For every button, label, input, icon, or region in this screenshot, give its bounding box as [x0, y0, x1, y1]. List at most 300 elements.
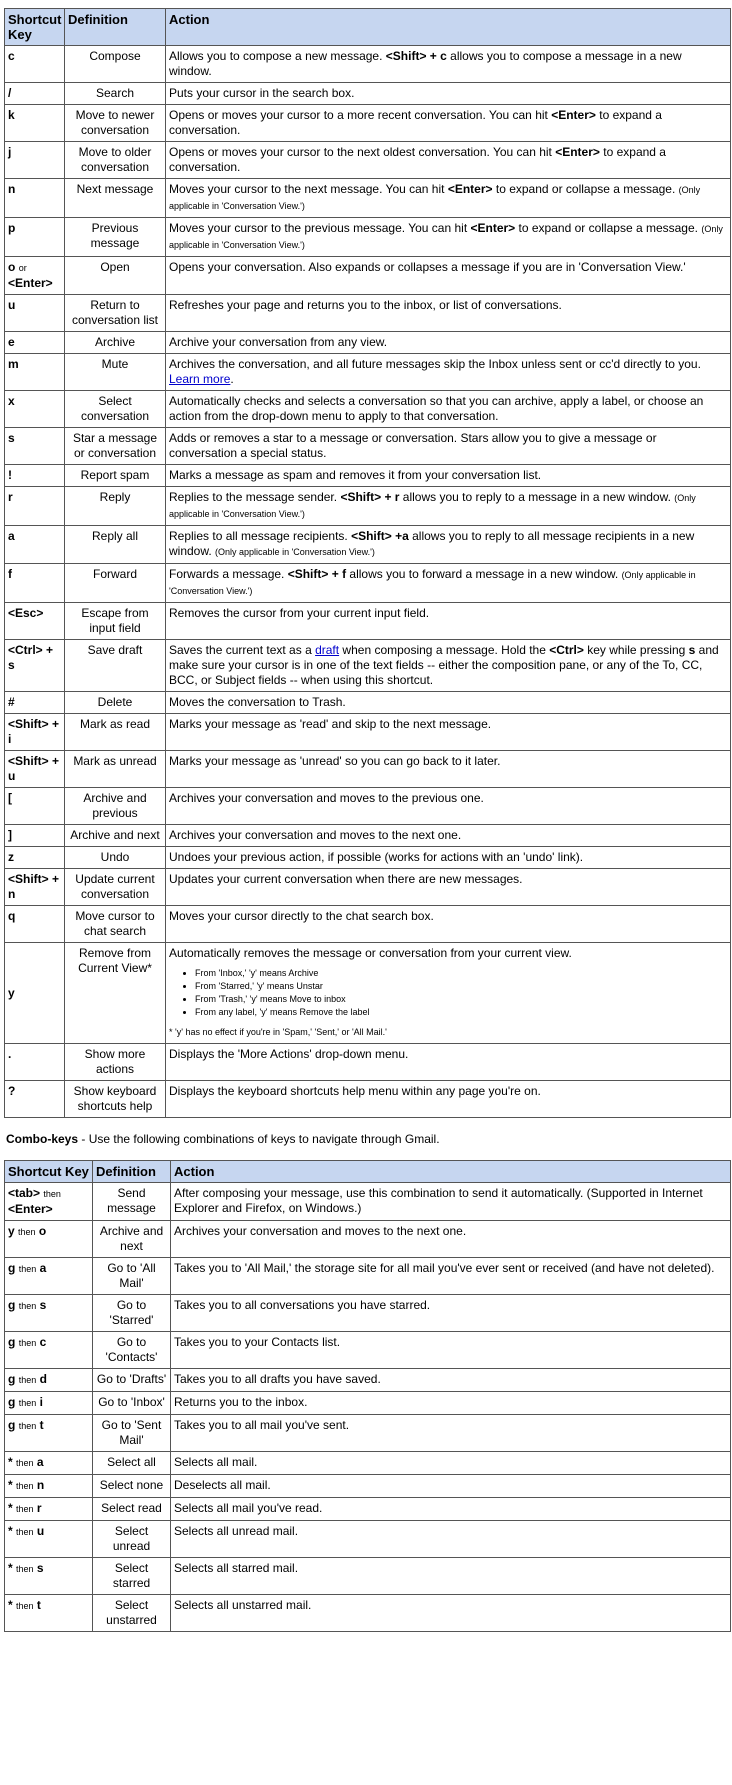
list-item: • From 'Inbox,' 'y' means Archive: [195, 967, 727, 980]
action-cell: [166, 847, 731, 869]
action-cell: [166, 692, 731, 714]
shortcut-key-cell: [5, 354, 65, 391]
table-row: [5, 869, 731, 906]
key-connector: then: [18, 1338, 37, 1348]
action-cell: [171, 1415, 731, 1452]
action-link[interactable]: draft: [315, 643, 340, 657]
definition-cell: Show more actions: [65, 1044, 166, 1081]
definition-cell: Star a message or conversation: [65, 428, 166, 465]
table-row: [5, 1258, 731, 1295]
list-item: • From 'Starred,' 'y' means Unstar: [195, 980, 727, 993]
action-text: Archives your conversation and moves to the previous one.: [169, 791, 484, 805]
definition-cell: Mute: [65, 354, 166, 391]
shortcut-key: f: [8, 567, 12, 581]
shortcut-key-cell: [5, 83, 65, 105]
action-text: allows you to reply to a message in a new window.: [399, 490, 675, 504]
action-text: After composing your message, use this combination to send it automatically. (Supported in Internet Explorer and Firefox, on Windows.): [174, 1186, 703, 1215]
shortcut-key-cell: [5, 1295, 93, 1332]
table-row: [5, 83, 731, 105]
table-row: [5, 692, 731, 714]
action-text: to expand a conversation.: [169, 145, 666, 174]
action-cell: [171, 1392, 731, 1415]
shortcut-key: u: [8, 298, 16, 312]
shortcut-key: *: [8, 1478, 13, 1492]
shortcut-key: <Esc>: [8, 606, 44, 620]
action-cell: [166, 603, 731, 640]
key-connector: then: [18, 1264, 37, 1274]
action-cell: [166, 46, 731, 83]
table-row: [5, 257, 731, 295]
action-text: allows you to reply to all message recipients in a new window.: [169, 529, 695, 558]
action-text: Archives your conversation and moves to the next one.: [174, 1224, 467, 1238]
definition-cell: Delete: [65, 692, 166, 714]
action-cell: [171, 1183, 731, 1221]
shortcut-key: *: [8, 1524, 13, 1538]
shortcut-key: <Shift> + n: [8, 872, 60, 901]
shortcut-key-cell: [5, 788, 65, 825]
action-text: Selects all mail.: [174, 1455, 258, 1469]
shortcut-key-cell: [5, 1369, 93, 1392]
table-row: [5, 847, 731, 869]
action-text: to expand a conversation.: [169, 108, 662, 137]
shortcut-key-second: c: [39, 1335, 47, 1349]
shortcut-key: <tab>: [8, 1186, 41, 1200]
table-row: [5, 526, 731, 564]
action-cell: [166, 1044, 731, 1081]
action-text: Takes you to your Contacts list.: [174, 1335, 341, 1349]
table-row: [5, 391, 731, 428]
key-connector: then: [18, 1227, 36, 1237]
action-text: Marks a message as spam and removes it from your conversation list.: [169, 468, 542, 482]
shortcut-key-second: d: [39, 1372, 47, 1386]
action-cell: [166, 295, 731, 332]
shortcut-key: o: [8, 260, 16, 274]
definition-cell: Archive and next: [65, 825, 166, 847]
combo-keys-title: Combo-keys: [6, 1132, 79, 1146]
shortcut-key-second: <Enter>: [8, 1202, 53, 1216]
table-row: [5, 640, 731, 692]
table-row: [5, 142, 731, 179]
action-text: Automatically removes the message or conversation from your current view.: [169, 946, 572, 960]
shortcut-key: *: [8, 1561, 13, 1575]
definition-cell: Update current conversation: [65, 869, 166, 906]
definition-cell: Reply: [65, 487, 166, 526]
action-key: s: [688, 643, 696, 657]
action-text: to expand or collapse a message.: [515, 221, 702, 235]
action-text: Takes you to all conversations you have starred.: [174, 1298, 431, 1312]
action-text: Displays the keyboard shortcuts help menu within any page you're on.: [169, 1084, 541, 1098]
action-text: Automatically checks and selects a conversation so that you can archive, apply a label, or choose an action from the drop-down menu to apply to that conversation.: [169, 394, 704, 423]
shortcut-key-second: t: [36, 1598, 41, 1612]
list-item: • From 'Trash,' 'y' means Move to inbox: [195, 993, 727, 1006]
action-text: Refreshes your page and returns you to the inbox, or list of conversations.: [169, 298, 562, 312]
action-note: (Only applicable in 'Conversation View.'): [169, 570, 696, 596]
action-key: <Shift> + r: [340, 490, 400, 504]
action-cell: [166, 465, 731, 487]
action-cell: [166, 218, 731, 257]
action-text: Moves your cursor to the previous message. You can hit: [169, 221, 471, 235]
definition-cell: Go to 'Inbox': [93, 1392, 171, 1415]
action-text: Moves your cursor to the next message. You can hit: [169, 182, 448, 196]
key-connector: then: [16, 1458, 34, 1468]
shortcut-table-body: [5, 46, 731, 1118]
shortcut-key-cell: [5, 564, 65, 603]
key-connector: then: [18, 1301, 37, 1311]
action-note: (Only applicable in 'Conversation View.'): [215, 547, 375, 557]
shortcut-key: ?: [8, 1084, 16, 1098]
shortcut-key: y: [8, 1224, 15, 1238]
table-row: [5, 487, 731, 526]
action-text: Marks your message as 'read' and skip to the next message.: [169, 717, 492, 731]
header-action: Action: [171, 1161, 731, 1183]
header-definition: Definition: [93, 1161, 171, 1183]
action-note: (Only applicable in 'Conversation View.'): [169, 493, 696, 519]
shortcut-key-second: t: [39, 1418, 44, 1432]
key-connector: then: [16, 1504, 34, 1514]
definition-cell: Move cursor to chat search: [65, 906, 166, 943]
shortcut-key: k: [8, 108, 15, 122]
table-row: [5, 1452, 731, 1475]
shortcut-key-cell: [5, 391, 65, 428]
shortcut-key-cell: [5, 751, 65, 788]
table-row: [5, 564, 731, 603]
action-text: and make sure your cursor is in one of the text fields -- either the composition pane, or any of the To, CC, BCC, or Subject fields -- when using this shortcut.: [169, 643, 719, 687]
shortcut-key: n: [8, 182, 16, 196]
action-text: Forwards a message.: [169, 567, 288, 581]
list-item: • From any label, 'y' means Remove the label: [195, 1006, 727, 1019]
definition-cell: Send message: [93, 1183, 171, 1221]
action-text: Replies to all message recipients.: [169, 529, 352, 543]
shortcut-key-second: s: [39, 1298, 47, 1312]
table-row: [5, 218, 731, 257]
shortcut-key: z: [8, 850, 14, 864]
definition-cell: Compose: [65, 46, 166, 83]
table-row: [5, 1295, 731, 1332]
key-connector: then: [16, 1527, 34, 1537]
action-cell: [166, 142, 731, 179]
action-text: when composing a message. Hold the: [339, 643, 550, 657]
definition-cell: Undo: [65, 847, 166, 869]
key-connector: then: [16, 1481, 34, 1491]
table-row: [5, 603, 731, 640]
shortcut-key-cell: [5, 105, 65, 142]
definition-cell: Select conversation: [65, 391, 166, 428]
shortcut-key: r: [8, 490, 13, 504]
table-row: [5, 354, 731, 391]
action-cell: [166, 179, 731, 218]
action-key: <Shift> +a: [351, 529, 409, 543]
action-text: Updates your current conversation when there are new messages.: [169, 872, 523, 886]
shortcut-key-cell: [5, 1044, 65, 1081]
shortcut-key-cell: [5, 1498, 93, 1521]
table-row: [5, 1415, 731, 1452]
shortcut-key-cell: [5, 428, 65, 465]
shortcut-key: g: [8, 1298, 16, 1312]
shortcut-key: p: [8, 221, 16, 235]
shortcut-key-cell: [5, 1392, 93, 1415]
action-cell: [171, 1452, 731, 1475]
shortcut-key-cell: [5, 692, 65, 714]
definition-cell: Search: [65, 83, 166, 105]
definition-cell: Go to 'All Mail': [93, 1258, 171, 1295]
action-cell: [166, 487, 731, 526]
action-text: Returns you to the inbox.: [174, 1395, 308, 1409]
action-key: <Shift> + f: [287, 567, 347, 581]
action-key: <Enter>: [555, 145, 600, 159]
action-key: <Enter>: [551, 108, 596, 122]
shortcut-key: g: [8, 1418, 16, 1432]
shortcut-key-cell: [5, 1475, 93, 1498]
action-text: Opens or moves your cursor to the next oldest conversation. You can hit: [169, 145, 556, 159]
action-cell: [166, 105, 731, 142]
table-header-row: [5, 9, 731, 46]
shortcut-key-cell: [5, 640, 65, 692]
action-text: Deselects all mail.: [174, 1478, 271, 1492]
definition-cell: Select none: [93, 1475, 171, 1498]
shortcut-key: a: [8, 529, 15, 543]
shortcut-key: g: [8, 1335, 16, 1349]
shortcut-key: y: [8, 985, 15, 1000]
table-row: [5, 428, 731, 465]
shortcut-key-second: i: [39, 1395, 43, 1409]
shortcut-key-cell: [5, 869, 65, 906]
shortcut-key-cell: [5, 1332, 93, 1369]
table-row: [5, 179, 731, 218]
table-row: [5, 1081, 731, 1118]
shortcut-key-cell: [5, 487, 65, 526]
definition-cell: Move to older conversation: [65, 142, 166, 179]
shortcut-key-second: <Enter>: [8, 276, 53, 290]
definition-cell: Select unread: [93, 1521, 171, 1558]
action-text: Opens or moves your cursor to a more recent conversation. You can hit: [169, 108, 552, 122]
shortcut-key-cell: [5, 1415, 93, 1452]
key-connector: or: [18, 263, 27, 273]
table-row: [5, 751, 731, 788]
shortcut-key: c: [8, 49, 15, 63]
shortcut-key: g: [8, 1395, 16, 1409]
definition-cell: Archive and previous: [65, 788, 166, 825]
definition-cell: Mark as unread: [65, 751, 166, 788]
shortcut-key: ]: [8, 828, 12, 842]
definition-cell: Archive and next: [93, 1221, 171, 1258]
shortcut-key: !: [8, 468, 12, 482]
action-cell: [166, 526, 731, 564]
combo-table: [4, 1160, 731, 1632]
definition-cell: Select unstarred: [93, 1595, 171, 1632]
table-row: [5, 332, 731, 354]
action-text: Takes you to all drafts you have saved.: [174, 1372, 381, 1386]
shortcut-key: g: [8, 1372, 16, 1386]
shortcut-key-cell: [5, 825, 65, 847]
action-cell: [166, 906, 731, 943]
action-text: Adds or removes a star to a message or conversation. Stars allow you to give a message or conversation a special status.: [169, 431, 657, 460]
definition-cell: Go to 'Drafts': [93, 1369, 171, 1392]
action-text: key while pressing: [583, 643, 689, 657]
action-cell: [171, 1369, 731, 1392]
combo-keys-intro: [6, 1132, 728, 1146]
definition-cell: Go to 'Starred': [93, 1295, 171, 1332]
definition-cell: Reply all: [65, 526, 166, 564]
combo-table-body: [5, 1183, 731, 1632]
shortcut-key: .: [8, 1047, 12, 1061]
shortcut-key-cell: [5, 332, 65, 354]
action-text: Moves the conversation to Trash.: [169, 695, 346, 709]
shortcut-key: m: [8, 357, 19, 371]
shortcut-key-second: o: [38, 1224, 47, 1238]
table-row: [5, 825, 731, 847]
shortcut-key: [: [8, 791, 12, 805]
shortcut-key-second: r: [36, 1501, 42, 1515]
shortcut-key-cell: [5, 1081, 65, 1118]
action-note: (Only applicable in 'Conversation View.'): [169, 224, 723, 250]
action-text: Selects all unread mail.: [174, 1524, 299, 1538]
action-cell: [166, 354, 731, 391]
y-footnote: * 'y' has no effect if you're in 'Spam,' 'Sent,' or 'All Mail.': [169, 1027, 387, 1037]
shortcut-key-cell: [5, 1558, 93, 1595]
key-connector: then: [18, 1375, 37, 1385]
definition-cell: Show keyboard shortcuts help: [65, 1081, 166, 1118]
table-row: [5, 1558, 731, 1595]
action-cell: [171, 1258, 731, 1295]
action-cell: [166, 640, 731, 692]
shortcut-key-cell: [5, 1221, 93, 1258]
action-key: <Enter>: [447, 182, 493, 196]
table-row: [5, 1475, 731, 1498]
table-row: [5, 1221, 731, 1258]
shortcut-key: <Shift> + u: [8, 754, 60, 783]
action-cell: [171, 1521, 731, 1558]
action-text: Opens your conversation. Also expands or collapses a message if you are in 'Conversation View.': [169, 260, 686, 274]
shortcut-key-cell: [5, 1452, 93, 1475]
action-cell: [171, 1475, 731, 1498]
action-text: Takes you to all mail you've sent.: [174, 1418, 350, 1432]
action-text: Marks your message as 'unread' so you can go back to it later.: [169, 754, 501, 768]
shortcut-key: *: [8, 1455, 13, 1469]
action-text: Puts your cursor in the search box.: [169, 86, 355, 100]
action-cell: [166, 788, 731, 825]
definition-cell: Next message: [65, 179, 166, 218]
table-row: [5, 1498, 731, 1521]
action-text: Archives the conversation, and all future messages skip the Inbox unless sent or cc'd directly to you.: [169, 357, 701, 371]
definition-cell: Previous message: [65, 218, 166, 257]
shortcut-key: /: [8, 86, 12, 100]
table-row: [5, 788, 731, 825]
action-key: <Shift> + c: [385, 49, 447, 63]
shortcut-key: q: [8, 909, 16, 923]
table-row: [5, 1392, 731, 1415]
action-text: Replies to the message sender.: [169, 490, 341, 504]
shortcut-key-cell: [5, 179, 65, 218]
action-cell: [171, 1295, 731, 1332]
action-cell: [166, 391, 731, 428]
action-cell: [171, 1332, 731, 1369]
key-connector: then: [18, 1398, 37, 1408]
table-row: [5, 1369, 731, 1392]
action-key: <Enter>: [470, 221, 516, 235]
header-definition: Definition: [65, 9, 166, 46]
action-cell: [166, 943, 731, 1044]
shortcut-key-cell: [5, 526, 65, 564]
definition-cell: Save draft: [65, 640, 166, 692]
shortcut-key: x: [8, 394, 15, 408]
shortcut-key-cell: [5, 465, 65, 487]
action-cell: [166, 1081, 731, 1118]
key-connector: then: [18, 1421, 37, 1431]
action-cell: [171, 1558, 731, 1595]
action-cell: [166, 825, 731, 847]
shortcut-key: e: [8, 335, 15, 349]
action-cell: [166, 332, 731, 354]
table-row: [5, 46, 731, 83]
shortcut-key: s: [8, 431, 15, 445]
action-text: Selects all unstarred mail.: [174, 1598, 312, 1612]
action-cell: [166, 428, 731, 465]
table-row: [5, 1521, 731, 1558]
definition-cell: Select starred: [93, 1558, 171, 1595]
header-action: Action: [166, 9, 731, 46]
action-link[interactable]: Learn more: [169, 372, 231, 386]
definition-cell: Select read: [93, 1498, 171, 1521]
table-row: [5, 714, 731, 751]
header-shortcut-key: Shortcut Key: [5, 1161, 93, 1183]
action-text: Archive your conversation from any view.: [169, 335, 388, 349]
table-row: [5, 465, 731, 487]
definition-cell: Select all: [93, 1452, 171, 1475]
table-row: [5, 906, 731, 943]
shortcut-key-second: s: [36, 1561, 44, 1575]
table-row: [5, 1332, 731, 1369]
action-text: to expand or collapse a message.: [492, 182, 679, 196]
definition-cell: Return to conversation list: [65, 295, 166, 332]
table-row: [5, 1044, 731, 1081]
action-cell: [166, 714, 731, 751]
action-cell: [171, 1498, 731, 1521]
action-text: Moves your cursor directly to the chat search box.: [169, 909, 434, 923]
shortcut-key-second: a: [39, 1261, 47, 1275]
shortcut-key-cell: [5, 1595, 93, 1632]
definition-cell: Mark as read: [65, 714, 166, 751]
shortcut-key-cell: [5, 218, 65, 257]
key-connector: then: [43, 1189, 61, 1199]
table-row: [5, 943, 731, 1044]
action-text: .: [230, 372, 234, 386]
shortcut-key: *: [8, 1598, 13, 1612]
shortcut-key-cell: [5, 603, 65, 640]
shortcut-key: <Ctrl> + s: [8, 643, 54, 672]
action-cell: [166, 257, 731, 295]
action-text: allows you to compose a message in a new window.: [169, 49, 682, 78]
action-text: Saves the current text as a: [169, 643, 316, 657]
action-text: Allows you to compose a new message.: [169, 49, 386, 63]
definition-cell: Move to newer conversation: [65, 105, 166, 142]
action-cell: [171, 1595, 731, 1632]
shortcut-key-cell: [5, 257, 65, 295]
shortcut-key: g: [8, 1261, 16, 1275]
shortcut-key-second: a: [36, 1455, 44, 1469]
action-cell: [166, 869, 731, 906]
definition-cell: Report spam: [65, 465, 166, 487]
shortcut-key-cell: [5, 1183, 93, 1221]
shortcut-key-cell: [5, 847, 65, 869]
shortcut-key-cell: [5, 943, 65, 1044]
shortcut-key: <Shift> + i: [8, 717, 60, 746]
action-cell: [166, 564, 731, 603]
shortcut-key-cell: [5, 46, 65, 83]
definition-cell: Archive: [65, 332, 166, 354]
shortcut-key-cell: [5, 295, 65, 332]
action-text: Archives your conversation and moves to the next one.: [169, 828, 462, 842]
action-key: <Ctrl>: [549, 643, 584, 657]
